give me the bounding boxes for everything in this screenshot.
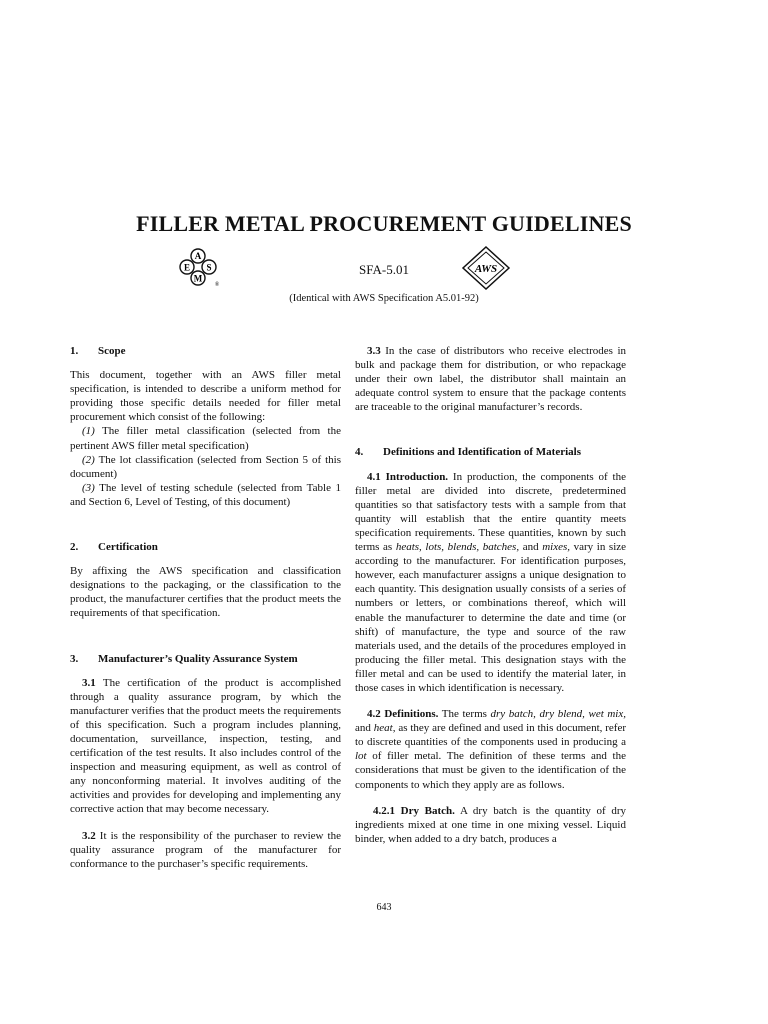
right-column (355, 344, 626, 846)
aws-letters: AWS (474, 263, 498, 275)
asme-letter-a: A (194, 251, 202, 261)
paragraph-3-1: 3.1 The certification of the product is accomplished through a quality assurance program, by which the manufacturer verifies that the product meets the requirements of this specification. Such a program includes planning, documentation, surveillance, inspection, testing, and certification of the test results. It also includes control of the inspection and measuring equipment, as well as control of any nonconforming material. It involves auditing of the activities and provides for developing and implementing any corrective action that may become necessary. (70, 676, 341, 816)
section-4-heading: 4. Definitions and Identification of Materials (355, 446, 581, 459)
section-2-heading: 2. Certification (70, 541, 158, 554)
scope-item-2: (2) The lot classification (selected from Section 5 of this document) (70, 453, 341, 480)
identical-note: (Identical with AWS Specification A5.01-92) (289, 293, 479, 304)
paragraph-4-1: 4.1 Introduction. In production, the components of the filler metal are divided into discrete, predetermined quantities so that satisfactory tests with a sample from that quantity will establish that the entire quantity meets specification requirements. These quantities, known by such terms as heats, lots, blends, batches, and mixes, vary in size according to the manufacturer. For identification purposes, however, each manufacturer assigns a unique designation to each quantity. This designation usually consists of a series of numbers or letters, or combinations thereof, which will enable the manufacturer to determine the date and time (or shift) of manufacture, the type and source of the raw materials used, and the details of the procedures employed in producing the filler metal. This designation stays with the filler metal and can be used to identify the material later, in those cases in which identification is necessary. (355, 470, 627, 694)
asme-letter-e: E (183, 262, 191, 273)
paragraph-3-2: 3.2 It is the responsibility of the purchaser to review the quality assurance program of the manufacturer for conformance to the purchaser’s specific requirements. (70, 829, 341, 870)
scope-item-1: (1) The filler metal classification (selected from the pertinent AWS filler metal specification) (70, 425, 341, 452)
page-number: 643 (376, 902, 392, 913)
paragraph-4-2-1: 4.2.1 Dry Batch. A dry batch is the quantity of dry ingredients mixed at one time in one mixing vessel. Liquid binder, when added to a dry batch, produces a (355, 804, 626, 845)
asme-letter-m: M (193, 273, 203, 284)
section-3-heading: 3. Manufacturer’s Quality Assurance System (70, 652, 298, 665)
scope-item-3: (3) The level of testing schedule (selected from Table 1 and Section 6, Level of Testing, of this document) (70, 481, 341, 508)
paragraph-3-3: 3.3 In the case of distributors who receive electrodes in bulk and package them for distribution, or who repackage under their own label, the distributor shall maintain an adequate control system to ensure that the package contents are traceable to the original manufacturer’s records. (355, 345, 626, 414)
left-column (70, 344, 341, 871)
spec-number: SFA-5.01 (359, 262, 409, 277)
aws-logo-icon (461, 246, 511, 290)
document-title: FILLER METAL PROCUREMENT GUIDELINES (136, 211, 632, 236)
paragraph-4-2: 4.2 Definitions. The terms dry batch, dry blend, wet mix, and heat, as they are defined and used in this document, refer to discrete quantities of the components used in producing a lot of filler metal. The definition of these terms and the considerations that must be given to the identification of the components to which they apply are as follows. (355, 708, 626, 791)
section-1-intro: This document, together with an AWS filler metal specification, is intended to describe a uniform method for providing those specific details needed for filler metal procurement which consist of the following: (70, 369, 341, 424)
registered-mark: ® (214, 282, 220, 288)
section-1-heading: 1. Scope (70, 345, 126, 357)
asme-letter-s: S (206, 262, 212, 273)
section-2-body: By affixing the AWS specification and classification designations to the packaging, or the classification to the product, the manufacturer certifies that the product meets the requirements of that specification. (70, 565, 341, 620)
